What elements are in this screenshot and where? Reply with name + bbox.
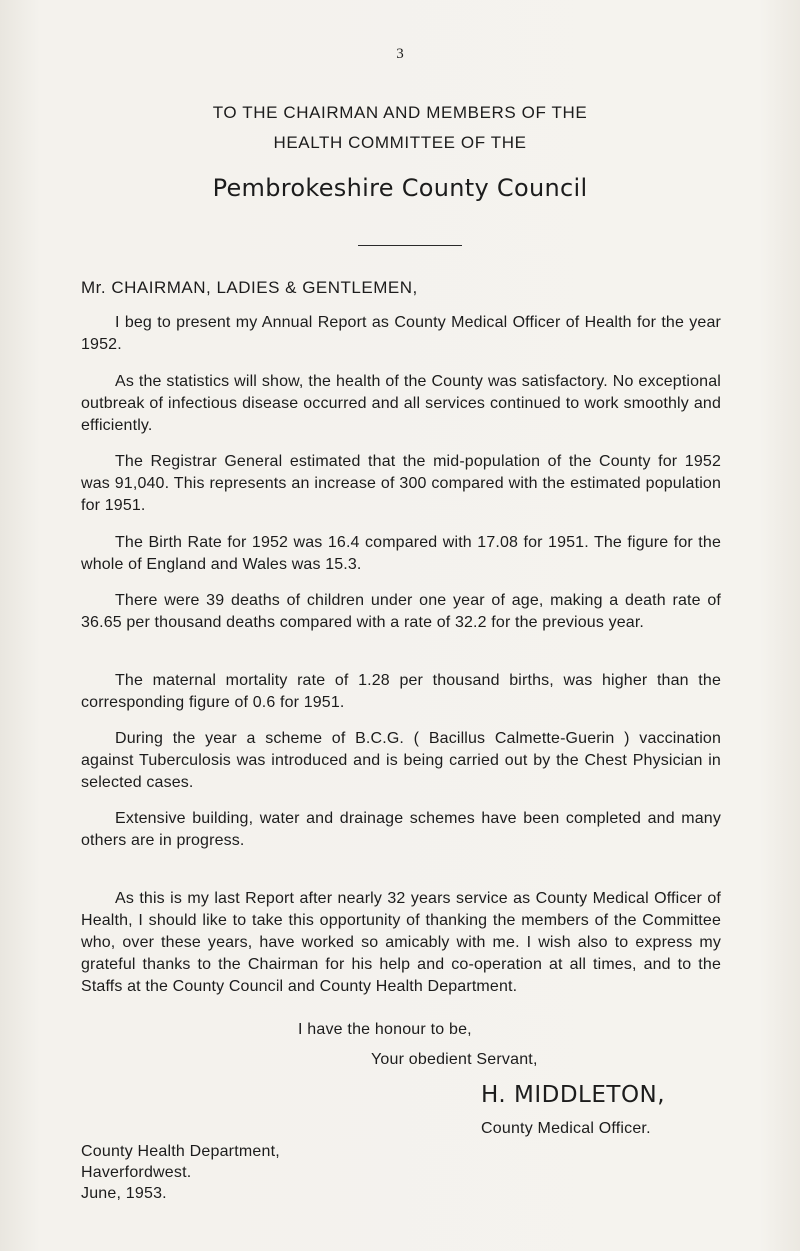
paragraph-statistics: As the statistics will show, the health of the County was satisfactory. No exceptional outbreak of infectious disease occurred and all services continued to work smoothly and efficiently. bbox=[81, 373, 721, 434]
paragraph-population: The Registrar General estimated that the mid-population of the County for 1952 was 91,040. This represents an increase of 300 compared with the estimated population for 1951. bbox=[81, 453, 721, 514]
divider-rule bbox=[358, 245, 462, 246]
addressee-line-1: TO THE CHAIRMAN AND MEMBERS OF THE bbox=[212, 103, 588, 122]
signature-title: County Medical Officer. bbox=[481, 1120, 651, 1137]
council-name: Pembrokeshire County Council bbox=[212, 174, 588, 202]
closing-honour: I have the honour to be, bbox=[298, 1021, 472, 1038]
address-line-2: Haverfordwest. bbox=[81, 1164, 192, 1181]
signature-name: H. MIDDLETON, bbox=[481, 1082, 666, 1108]
paragraph-report-intro: I beg to present my Annual Report as County Medical Officer of Health for the year 1952. bbox=[81, 314, 721, 353]
closing-servant: Your obedient Servant, bbox=[371, 1051, 538, 1068]
paragraph-building-schemes: Extensive building, water and drainage schemes have been completed and many others are in progress. bbox=[81, 810, 721, 849]
paragraph-bcg-vaccination: During the year a scheme of B.C.G. ( Bacillus Calmette-Guerin ) vaccination against Tuberculosis was introduced and is being carried out by the Chest Physician in selected cases. bbox=[81, 730, 721, 791]
paragraph-infant-deaths: There were 39 deaths of children under one year of age, making a death rate of 36.65 per thousand deaths compared with a rate of 32.2 for the previous year. bbox=[81, 592, 721, 631]
address-line-1: County Health Department, bbox=[81, 1143, 280, 1160]
paragraph-maternal-mortality: The maternal mortality rate of 1.28 per thousand births, was higher than the corresponding figure of 0.6 for 1951. bbox=[81, 672, 721, 711]
salutation: Mr. CHAIRMAN, LADIES & GENTLEMEN, bbox=[81, 278, 418, 297]
address-date: June, 1953. bbox=[81, 1185, 167, 1202]
addressee-line-2: HEALTH COMMITTEE OF THE bbox=[273, 133, 527, 152]
paragraph-birth-rate: The Birth Rate for 1952 was 16.4 compared with 17.08 for 1951. The figure for the whole of England and Wales was 15.3. bbox=[81, 534, 721, 573]
page-number: 3 bbox=[396, 46, 404, 62]
paragraph-farewell: As this is my last Report after nearly 32 years service as County Medical Officer of Health, I should like to take this opportunity of thanking the members of the Committee who, over these years, have worked so amicably with me. I wish also to express my grateful thanks to the Chairman for his help and co-operation at all times, and to the Staffs at the County Council and County Health Department. bbox=[81, 890, 721, 995]
